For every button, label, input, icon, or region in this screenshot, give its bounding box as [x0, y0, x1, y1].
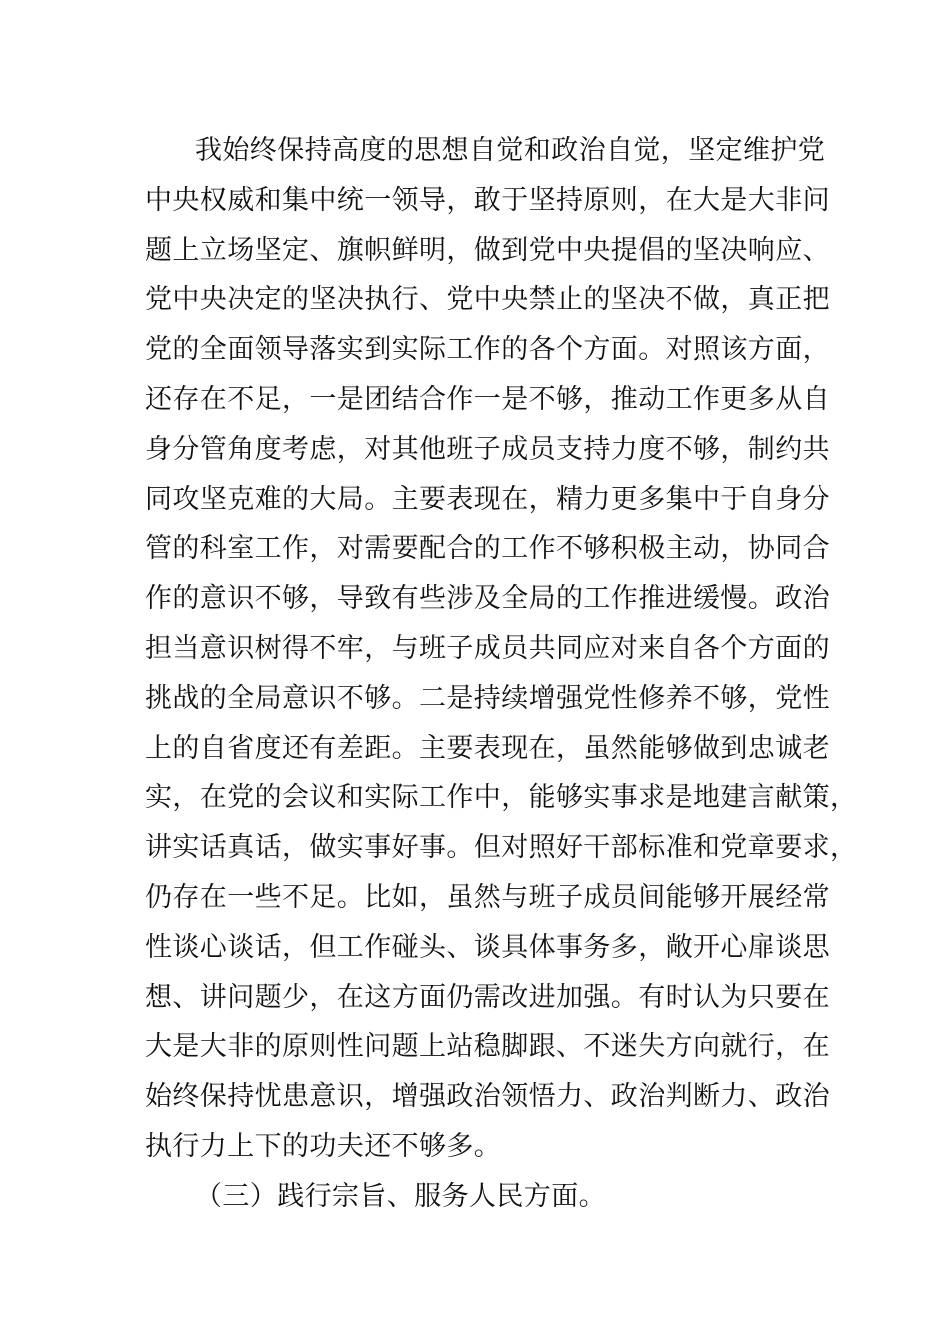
text-line: 性谈心谈话，但工作碰头、谈具体事务多，敞开心扉谈思 — [145, 931, 830, 963]
text-line: 上的自省度还有差距。主要表现在，虽然能够做到忠诚老 — [145, 732, 830, 764]
text-line: 题上立场坚定、旗帜鲜明，做到党中央提倡的坚决响应、 — [145, 234, 830, 266]
text-line: 中央权威和集中统一领导，敢于坚持原则，在大是大非问 — [145, 184, 830, 216]
text-line: 讲实话真话，做实事好事。但对照好干部标准和党章要求， — [145, 832, 858, 864]
text-line: 执行力上下的功夫还不够多。 — [145, 1130, 502, 1162]
text-line: 党中央决定的坚决执行、党中央禁止的坚决不做，真正把 — [145, 284, 830, 316]
text-line: 我始终保持高度的思想自觉和政治自觉，坚定维护党 — [195, 135, 826, 166]
text-line: 挑战的全局意识不够。二是持续增强党性修养不够，党性 — [145, 682, 830, 714]
paragraph-1 — [145, 126, 858, 1172]
text-line: 作的意识不够，导致有些涉及全局的工作推进缓慢。政治 — [145, 583, 830, 615]
section-heading: （三）践行宗旨、服务人民方面。 — [195, 1180, 606, 1212]
text-line: 实，在党的会议和实际工作中，能够实事求是地建言献策， — [145, 782, 858, 814]
text-line: 始终保持忧患意识，增强政治领悟力、政治判断力、政治 — [145, 1081, 830, 1113]
text-line: 管的科室工作，对需要配合的工作不够积极主动，协同合 — [145, 533, 830, 565]
text-line: 仍存在一些不足。比如，虽然与班子成员间能够开展经常 — [145, 881, 830, 913]
text-line: 想、讲问题少，在这方面仍需改进加强。有时认为只要在 — [145, 981, 830, 1013]
text-line: 党的全面领导落实到实际工作的各个方面。对照该方面， — [145, 334, 830, 366]
body-text — [145, 126, 858, 1222]
text-line: 担当意识树得不牢，与班子成员共同应对来自各个方面的 — [145, 632, 830, 664]
text-line: 身分管角度考虑，对其他班子成员支持力度不够，制约共 — [145, 433, 830, 465]
text-line: 还存在不足，一是团结合作一是不够，推动工作更多从自 — [145, 383, 830, 415]
text-line: 同攻坚克难的大局。主要表现在，精力更多集中于自身分 — [145, 483, 830, 515]
text-line: 大是大非的原则性问题上站稳脚跟、不迷失方向就行，在 — [145, 1031, 830, 1063]
